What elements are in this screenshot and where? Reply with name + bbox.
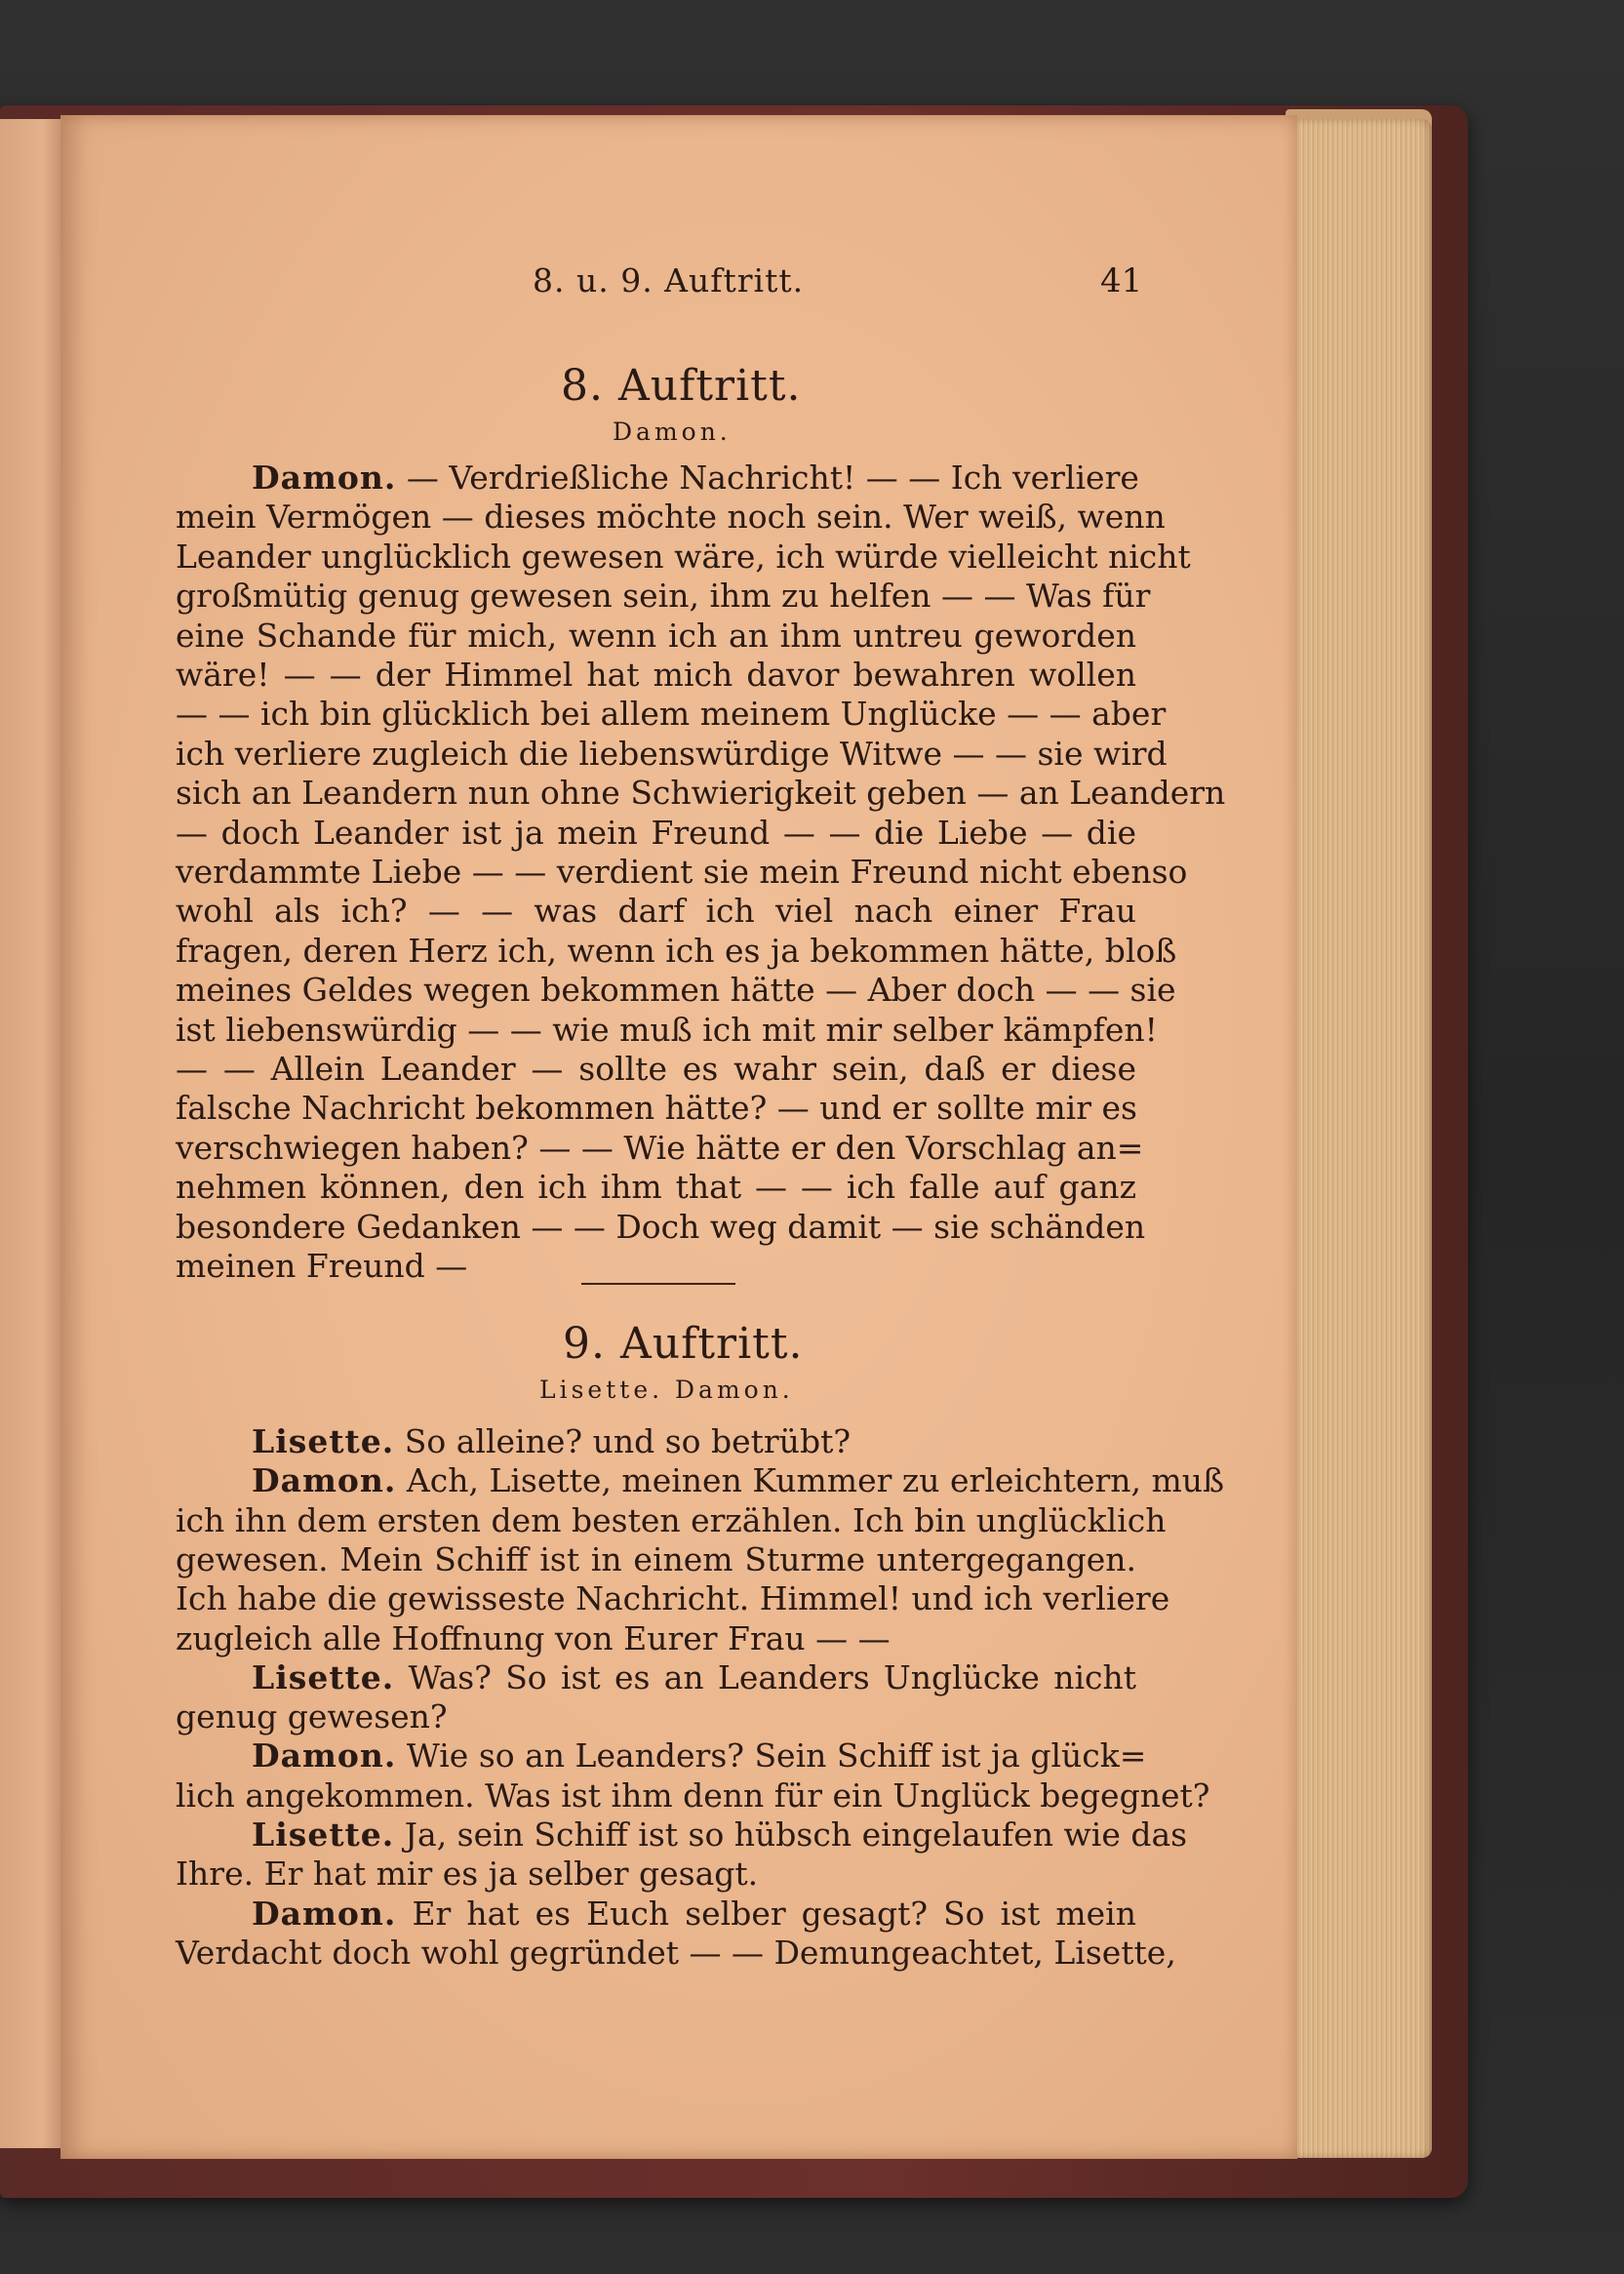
speaker-name: Lisette.	[252, 1815, 395, 1854]
left-page-edge	[0, 119, 62, 2148]
line-text: So alleine? und so betrübt?	[394, 1422, 852, 1460]
text-line	[176, 774, 1226, 813]
text-line	[176, 931, 1177, 971]
line-text: Ich habe die gewisseste Nachricht. Himmel! und ich verliere	[176, 1579, 1170, 1618]
line-text: ist liebenswürdig — — wie muß ich mit mir selber kämpfen!	[176, 1010, 1158, 1049]
line-text: zugleich alle Hoffnung von Eurer Frau — —	[176, 1618, 891, 1657]
speaker-name: Damon.	[252, 1894, 397, 1933]
line-text: lich angekommen. Was ist ihm denn für ein Unglück begegnet?	[176, 1775, 1210, 1815]
line-text: Ihre. Er hat mir es ja selber gesagt.	[176, 1855, 759, 1894]
line-text: besondere Gedanken — — Doch weg damit — sie schänden	[176, 1207, 1146, 1246]
text-line	[176, 1207, 1146, 1247]
text-line	[176, 1540, 1136, 1579]
line-text: Er hat es Euch selber gesagt? So ist mein	[396, 1894, 1136, 1933]
line-text: ich verliere zugleich die liebenswürdige Witwe — — sie wird	[176, 734, 1168, 773]
text-line	[176, 1010, 1158, 1050]
text-line	[176, 814, 1136, 853]
text-line	[176, 734, 1168, 774]
scene-8-cast: Damon.	[613, 418, 732, 446]
page-block-edges	[1286, 119, 1432, 2158]
line-text: meinen Freund —	[176, 1247, 468, 1285]
line-text: eine Schande für mich, wenn ich an ihm untreu geworden	[176, 616, 1136, 655]
text-line	[176, 1933, 1176, 1973]
text-line	[252, 459, 1139, 498]
running-head: 8. u. 9. Auftritt.	[533, 261, 805, 299]
line-text: Ja, sein Schiff ist so hübsch eingelaufen wie das	[394, 1815, 1188, 1854]
speaker-name: Damon.	[252, 459, 397, 497]
text-line	[176, 695, 1167, 734]
text-line	[252, 1658, 1136, 1697]
line-text: wäre! — — der Himmel hat mich davor bewahren wollen	[176, 656, 1136, 694]
line-text: — — ich bin glücklich bei allem meinem Unglücke — — aber	[176, 695, 1167, 734]
page-number: 41	[1100, 261, 1143, 300]
text-line	[176, 1128, 1144, 1168]
text-line	[252, 1895, 1136, 1934]
text-line	[252, 1461, 1225, 1500]
speaker-name: Lisette.	[252, 1657, 395, 1696]
text-line	[176, 656, 1136, 695]
text-line	[176, 1168, 1136, 1207]
line-text: falsche Nachricht bekommen hätte? — und er sollte mir es	[176, 1089, 1137, 1128]
line-text: Leander unglücklich gewesen wäre, ich würde vielleicht nicht	[176, 537, 1191, 576]
text-line	[176, 617, 1136, 656]
line-text: großmütig genug gewesen sein, ihm zu helfen — — Was für	[176, 577, 1151, 616]
section-divider	[581, 1283, 735, 1285]
scene-9-cast: Lisette. Damon.	[539, 1376, 794, 1404]
line-text: fragen, deren Herz ich, wenn ich es ja bekommen hätte, bloß	[176, 931, 1177, 970]
text-line	[176, 1619, 1136, 1658]
text-line	[176, 853, 1188, 892]
text-line	[176, 971, 1176, 1010]
text-line	[176, 1697, 1136, 1736]
line-text: meines Geldes wegen bekommen hätte — Aber doch — — sie	[176, 971, 1176, 1010]
scene-8-title: 8. Auftritt.	[561, 361, 802, 411]
text-line	[176, 1500, 1167, 1540]
text-line	[252, 1815, 1188, 1855]
text-line	[176, 1050, 1136, 1089]
line-text: nehmen können, den ich ihm that — — ich falle auf ganz	[176, 1168, 1136, 1207]
line-text: — Verdrießliche Nachricht! — — Ich verliere	[396, 459, 1139, 497]
line-text: — — Allein Leander — sollte es wahr sein, daß er diese	[176, 1050, 1136, 1088]
text-line	[176, 1579, 1170, 1618]
text-line	[176, 892, 1136, 931]
text-line	[176, 537, 1191, 577]
line-text: Verdacht doch wohl gegründet — — Demungeachtet, Lisette,	[176, 1933, 1176, 1972]
speaker-name: Damon.	[252, 1461, 397, 1500]
line-text: genug gewesen?	[176, 1697, 448, 1736]
speaker-name: Damon.	[252, 1736, 397, 1775]
text-line	[176, 1247, 1136, 1286]
line-text: mein Vermögen — dieses möchte noch sein. Wer weiß, wenn	[176, 498, 1166, 537]
text-line	[176, 1089, 1136, 1128]
line-text: verschwiegen haben? — — Wie hätte er den Vorschlag an=	[176, 1128, 1144, 1167]
scene-9-title: 9. Auftritt.	[563, 1319, 804, 1369]
line-text: — doch Leander ist ja mein Freund — — die Liebe — die	[176, 813, 1136, 852]
line-text: Wie so an Leanders? Sein Schiff ist ja glück=	[396, 1736, 1147, 1775]
text-line	[252, 1736, 1147, 1775]
line-text: verdammte Liebe — — verdient sie mein Freund nicht ebenso	[176, 853, 1188, 891]
line-text: Ach, Lisette, meinen Kummer zu erleichtern, muß	[396, 1461, 1225, 1500]
text-line	[176, 1855, 1136, 1894]
text-line	[176, 577, 1151, 616]
text-line	[176, 498, 1166, 537]
line-text: wohl als ich? — — was darf ich viel nach einer Frau	[176, 892, 1136, 931]
text-line	[252, 1422, 1136, 1461]
speaker-name: Lisette.	[252, 1422, 395, 1460]
line-text: gewesen. Mein Schiff ist in einem Sturme untergegangen.	[176, 1539, 1136, 1578]
text-line	[176, 1775, 1210, 1815]
line-text: sich an Leandern nun ohne Schwierigkeit geben — an Leandern	[176, 774, 1226, 813]
line-text: ich ihn dem ersten dem besten erzählen. Ich bin unglücklich	[176, 1500, 1167, 1539]
line-text: Was? So ist es an Leanders Unglücke nicht	[394, 1657, 1136, 1696]
